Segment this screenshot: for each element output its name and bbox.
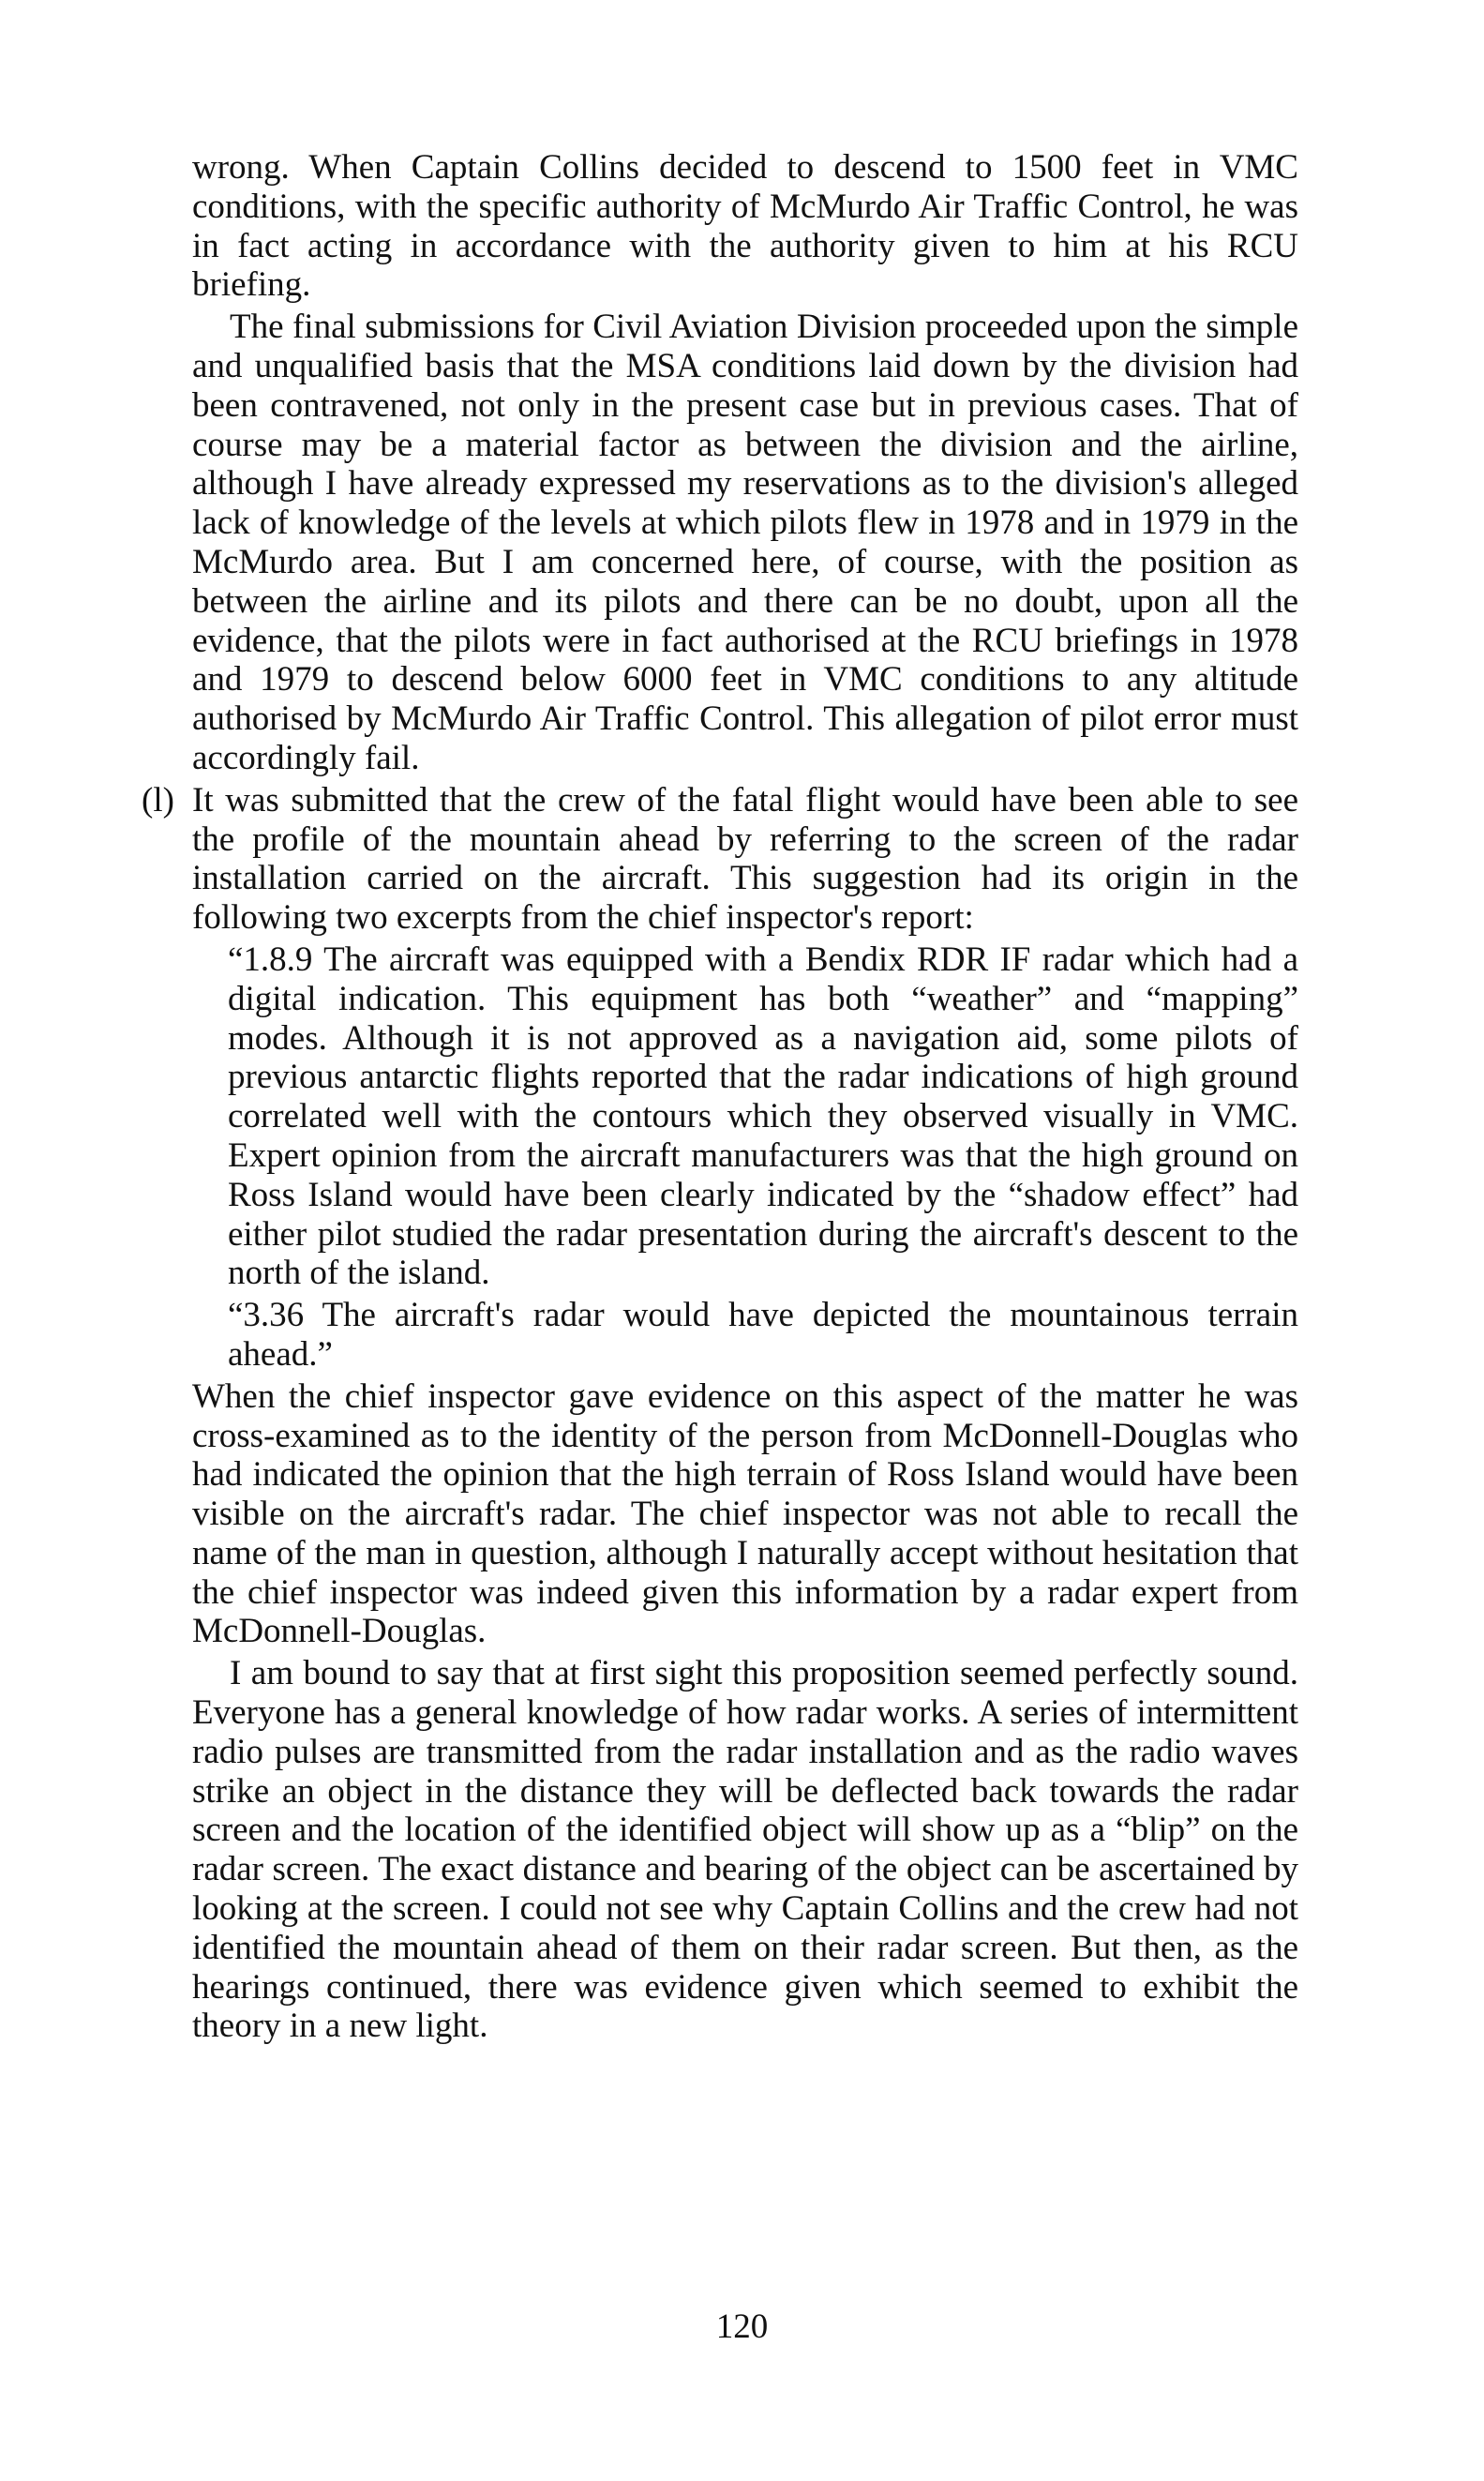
- page-number: 120: [715, 2308, 769, 2346]
- item-number: (l): [142, 780, 174, 819]
- quote-3-36: “3.36 The aircraft's radar would have depicted the mountainous terrain ahead.”: [228, 1296, 1298, 1374]
- numbered-item-l: [142, 780, 1298, 938]
- body-text: [142, 148, 1298, 2049]
- paragraph-final-submissions: The final submissions for Civil Aviation Division proceeded upon the simple and unqualified basis that the MSA conditions laid down by the division had been contravened, not only in the present case but in previous cases. That of course may be a material factor as between the division and the airline, although I have already expressed my reservations as to the division's alleged lack of knowledge of the levels at which pilots flew in 1978 and in 1979 in the McMurdo area. But I am concerned here, of course, with the position as between the airline and its pilots and there can be no doubt, upon all the evidence, that the pilots were in fact authorised at the RCU briefings in 1978 and 1979 to descend below 6000 feet in VMC conditions to any altitude authorised by McMurdo Air Traffic Control. This allegation of pilot error must accordingly fail.: [192, 308, 1298, 777]
- item-text: It was submitted that the crew of the fatal flight would have been able to see the profile of the mountain ahead by referring to the screen of the radar installation carried on the aircraft. This suggestion had its origin in the following two excerpts from the chief inspector's report:: [192, 780, 1298, 938]
- paragraph-continuation: wrong. When Captain Collins decided to descend to 1500 feet in VMC conditions, with the specific authority of McMurdo Air Traffic Control, he was in fact acting in accordance with the authority given to him at his RCU briefing.: [192, 148, 1298, 305]
- quote-1-8-9: “1.8.9 The aircraft was equipped with a Bendix RDR IF radar which had a digital indication. This equipment has both “weather” and “mapping” modes. Although it is not approved as a navigation aid, some pilots of previous antarctic flights reported that the radar indications of high ground correlated well with the contours which they observed visually in VMC. Expert opinion from the aircraft manufacturers was that the high ground on Ross Island would have been clearly indicated by the “shadow effect” had either pilot studied the radar presentation during the aircraft's descent to the north of the island.: [228, 940, 1298, 1293]
- paragraph-chief-inspector: When the chief inspector gave evidence on this aspect of the matter he was cross-examined as to the identity of the person from McDonnell-Douglas who had indicated the opinion that the high terrain of Ross Island would have been visible on the aircraft's radar. The chief inspector was not able to recall the name of the man in question, although I naturally accept without hesitation that the chief inspector was indeed given this information by a radar expert from McDonnell-Douglas.: [192, 1376, 1298, 1651]
- paragraph-radar-proposition: I am bound to say that at first sight this proposition seemed perfectly sound. Everyone has a general knowledge of how radar works. A series of intermittent radio pulses are transmitted from the radar installation and as the radio waves strike an object in the distance they will be deflected back towards the radar screen and the location of the identified object will show up as a “blip” on the radar screen. The exact distance and bearing of the object can be ascertained by looking at the screen. I could not see why Captain Collins and the crew had not identified the mountain ahead of them on their radar screen. But then, as the hearings continued, there was evidence given which seemed to exhibit the theory in a new light.: [192, 1654, 1298, 2046]
